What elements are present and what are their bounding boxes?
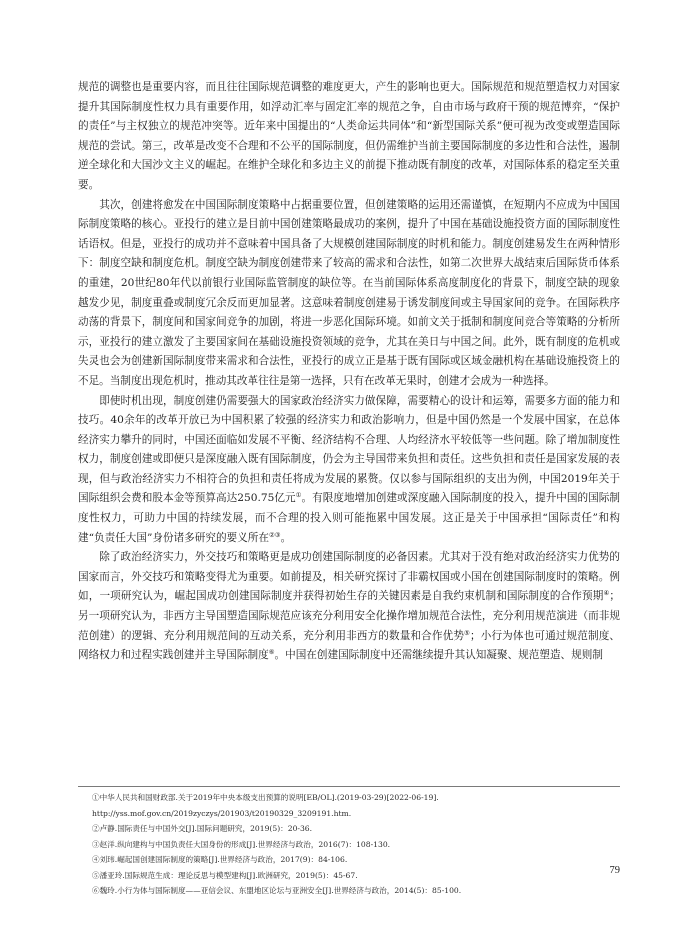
footnote-3: ③赵洋.纵向建构与中国负责任大国身份的形成[J].世界经济与政治，2016(7)：108-130.	[92, 839, 391, 849]
body-text	[78, 78, 620, 666]
footnote-ref-2-3[interactable]: ②③	[268, 530, 281, 539]
paragraph-4	[78, 548, 620, 666]
footnote-ref-5[interactable]: ⑤	[464, 628, 471, 637]
footnote-1: ①中华人民共和国财政部.关于2019年中央本级支出预算的说明[EB/OL].(2019-03-29)[2022-06-19]. http://yss.mof.gov.cn/2019zyczys/201903/t20190329_3209191.htm.	[92, 793, 439, 818]
paragraph-1: 规范的调整也是重要内容，而且往往国际规范调整的难度更大，产生的影响也更大。国际规范和规范塑造权力对国家提升其国际制度性权力具有重要作用，如浮动汇率与固定汇率的规范之争，自由市场与政府干预的规范博弈，“保护的责任”与主权独立的规范冲突等。近年来中国提出的“人类命运共同体”和“新型国际关系”便可视为改变或塑造国际规范的尝试。第三，改革是改变不合理和不公平的国际制度，但仍需维护当前主要国际制度的多边性和合法性，遏制逆全球化和大国沙文主义的崛起。在维护全球化和多边主义的前提下推动既有制度的改革，对国际体系的稳定至关重要。	[78, 81, 620, 191]
footnotes	[78, 790, 620, 899]
footnote-ref-6[interactable]: ⑥	[268, 648, 275, 657]
paragraph-2: 其次，创建将愈发在中国国际制度策略中占据重要位置，但创建策略的运用还需谨慎，在短期内不应成为中国国际制度策略的核心。亚投行的建立是目前中国创建策略最成功的案例，提升了中国在基础设施投资方面的国际制度性话语权。但是，亚投行的成功并不意味着中国具备了大规模创建国际制度的时机和能力。制度创建易发生在两种情形下：制度空缺和制度危机。制度空缺为制度创建带来了较高的需求和合法性，如第二次世界大战结束后国际货币体系的重建，20世纪80年代以前银行业国际监管制度的缺位等。在当前国际体系高度制度化的背景下，制度空缺的现象越发少见，制度重叠或制度冗余反而更加显著。这意味着制度创建易于诱发制度间或主导国家间的竞争。在国际秩序动荡的背景下，制度间和国家间竞争的加剧，将进一步恶化国际环境。如前文关于抵制和制度间竞合等策略的分析所示，亚投行的建立激发了主要国家间在基础设施投资领域的竞争，尤其在美日与中国之间。此外，既有制度的危机或失灵也会为创建新国际制度带来需求和合法性，亚投行的成立正是基于既有国际或区域金融机构在基础设施投资上的不足。当制度出现危机时，推动其改革往往是第一选择，只有在改革无果时，创建才会成为一种选择。	[78, 198, 620, 387]
footnote-6: ⑥魏玲.小行为体与国际制度——亚信会议、东盟地区论坛与亚洲安全[J].世界经济与政治，2014(5)：85-100.	[92, 886, 462, 895]
paragraph-3-text-b: 。有限度地增加创建或深度融入国际制度的投入，提升中国的国际制度性权力，可助力中国的持续发展，而不合理的投入则可能拖累中国发展。这正是关于中国承担“国际责任”和构建“负责任大国”身份诸多研究的要义所在	[78, 492, 620, 544]
paragraph-4-text-a: 除了政治经济实力，外交技巧和策略更是成功创建国际制度的必备因素。尤其对于没有绝对政治经济实力优势的国家而言，外交技巧和策略变得尤为重要。如前提及，相关研究探讨了非霸权国或小国在创建国际制度时的策略。例如，一项研究认为，崛起国成功创建国际制度并获得初始生存的关键因素是自我约束机制和国际制度的合作预期	[78, 551, 620, 603]
footnote-ref-1[interactable]: ①	[295, 491, 302, 500]
paragraph-3	[78, 392, 620, 549]
paragraph-3-text-c: 。	[280, 531, 292, 544]
paragraph-4-text-d: 。中国在创建国际制度中还需继续提升其认知凝聚、规范塑造、规则制	[274, 649, 603, 662]
paragraph-4-text-c: ；小行为体也可通过规范制度、网络权力和过程实践创建并主导国际制度	[78, 629, 621, 662]
footnote-5: ⑤潘亚玲.国际规范生成：理论反思与模型建构[J].欧洲研究，2019(5)：45-67.	[92, 870, 358, 880]
page-number: 79	[609, 865, 620, 876]
footnote-2: ②卢静.国际责任与中国外交[J].国际问题研究，2019(5)：20-36.	[92, 824, 313, 833]
footnote-divider	[78, 786, 620, 787]
footnote-ref-4[interactable]: ④	[603, 589, 610, 598]
paragraph-4-text-b: ；另一项研究认为，非西方主导国塑造国际规范应该充分利用安全化操作增加规范合法性，充分利用规范演进（而非规范创建）的逻辑、充分利用规范间的互动关系，充分利用非西方的数量和合作优势	[78, 590, 621, 642]
paragraph-3-text-a: 即使时机出现，制度创建仍需要强大的国家政治经济实力做保障，需要精心的设计和运筹，需要多方面的能力和技巧。40余年的改革开放已为中国积累了较强的经济实力和政治影响力，但是中国仍然是一个发展中国家，在总体经济实力攀升的同时，中国还面临如发展不平衡、经济结构不合理、人均经济水平较低等一些问题。除了增加制度性权力，制度创建或即便只是深度融入既有国际制度，仍会为主导国带来负担和责任。这些负担和责任是国家发展的表现，但与政治经济实力不相符合的负担和责任将成为发展的累赘。仅以参与国际组织的支出为例，中国2019年关于国际组织会费和股本金等预算高达250.75亿元	[78, 394, 620, 505]
footnote-4: ④刘玮.崛起国创建国际制度的策略[J].世界经济与政治，2017(9)：84-106.	[92, 855, 348, 864]
